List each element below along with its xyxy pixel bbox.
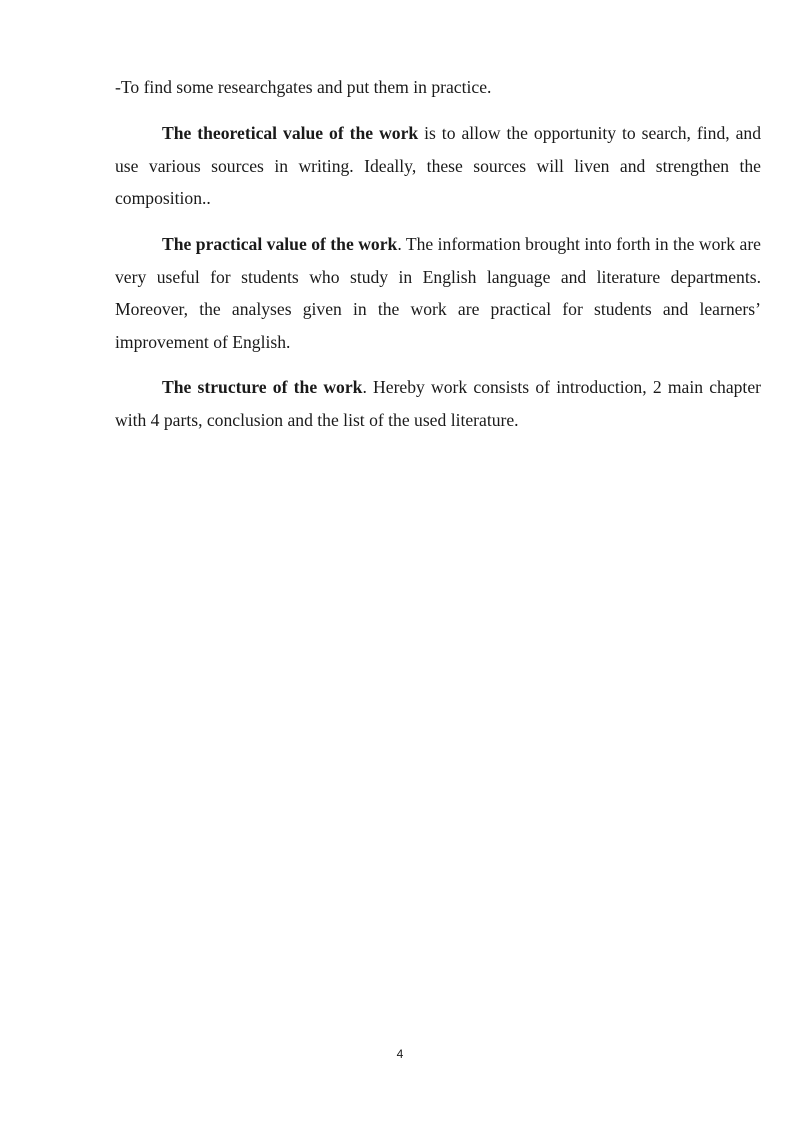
- theoretical-value-heading: The theoretical value of the work: [162, 123, 419, 143]
- page-number: 4: [396, 1047, 404, 1061]
- practical-value-heading: The practical value of the work: [162, 234, 398, 254]
- theoretical-value-paragraph: [115, 117, 761, 215]
- practical-value-paragraph: [115, 228, 761, 358]
- practical-value-text: . The information brought into forth in the work are very useful for students who study in English language and literature departments. Moreover, the analyses given in the work are practical for students and learners’ improvement of English.: [115, 234, 761, 352]
- theoretical-value-text: is to allow the opportunity to search, find, and use various sources in writing. Ideally, these sources will liven and strengthen the composition..: [115, 123, 761, 208]
- intro-line-text: -To find some researchgates and put them in practice.: [115, 77, 492, 97]
- structure-paragraph: [115, 371, 761, 436]
- intro-line: [115, 76, 761, 98]
- structure-text: . Hereby work consists of introduction, 2 main chapter with 4 parts, conclusion and the list of the used literature.: [115, 377, 761, 430]
- structure-heading: The structure of the work: [162, 377, 363, 397]
